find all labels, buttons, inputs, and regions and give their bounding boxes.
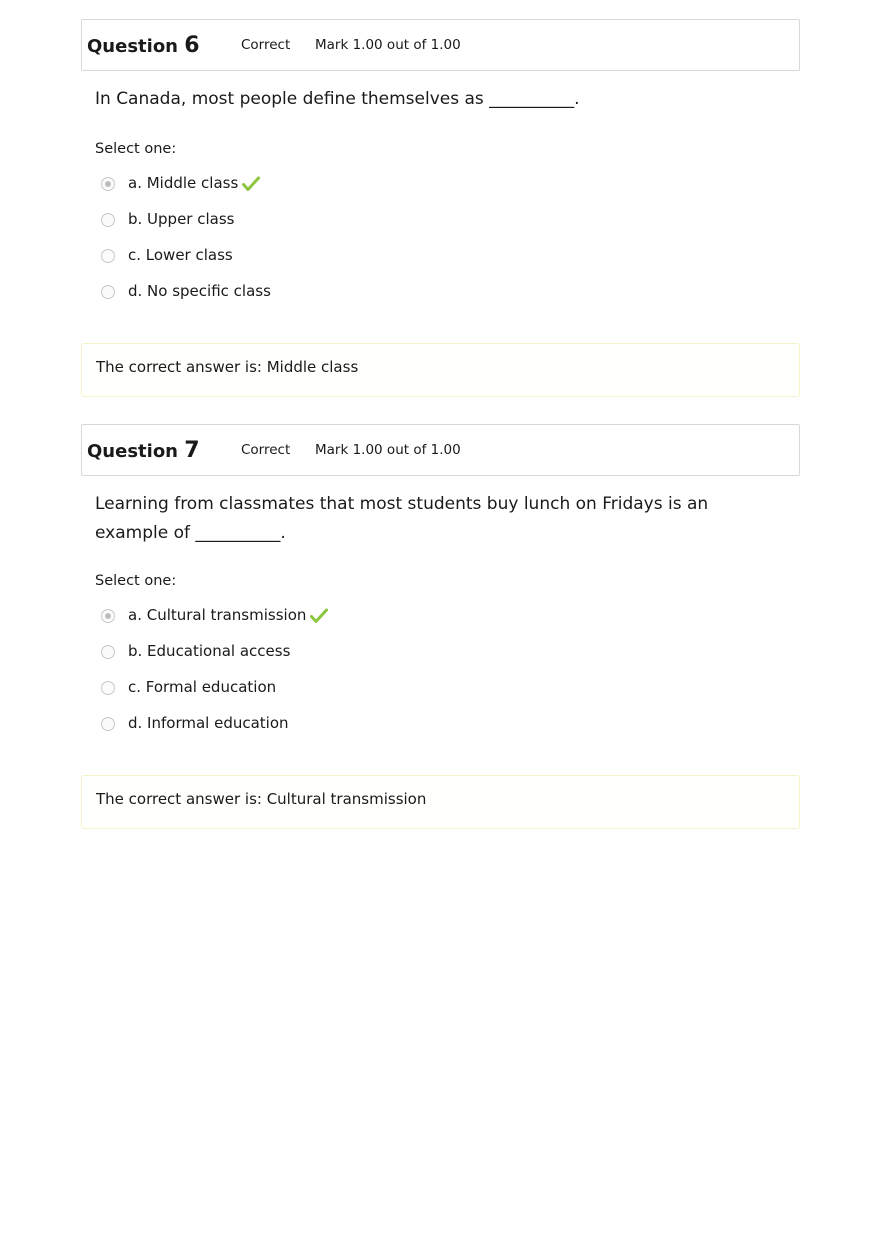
radio-button[interactable] [101,717,115,731]
radio-button[interactable] [101,249,115,263]
answer-option-label: d. No specific class [128,282,271,300]
correct-answer-text: The correct answer is: Cultural transmission [96,790,427,808]
question-header [81,19,800,71]
question-7 [81,424,800,808]
answer-option-d[interactable] [101,273,271,309]
answer-option-label: c. Formal education [128,678,277,696]
answer-option-c[interactable] [101,237,271,273]
answer-option-d[interactable] [101,705,328,741]
question-label: Question [87,35,178,57]
check-icon [310,608,328,624]
question-mark: Mark 1.00 out of 1.00 [315,37,461,53]
question-text: In Canada, most people define themselves as __________. [95,89,580,109]
radio-button[interactable] [101,681,115,695]
select-one-label: Select one: [95,141,177,157]
question-number: 7 [184,437,200,463]
select-one-label: Select one: [95,573,177,589]
question-status: Correct [241,37,291,53]
feedback-box [81,775,800,829]
answer-option-label: a. Middle class [128,174,239,192]
radio-button[interactable] [101,285,115,299]
question-title [87,438,241,463]
feedback-box [81,343,800,397]
answer-option-label: d. Informal education [128,714,289,732]
question-status: Correct [241,442,291,458]
question-mark: Mark 1.00 out of 1.00 [315,442,461,458]
answer-option-a[interactable] [101,165,271,201]
answer-option-b[interactable] [101,633,328,669]
question-header [81,424,800,476]
question-text: Learning from classmates that most students buy lunch on Fridays is an example of __________. [95,494,709,543]
answer-option-label: b. Educational access [128,642,291,660]
correct-answer-text: The correct answer is: Middle class [96,358,359,376]
answer-option-label: c. Lower class [128,246,233,264]
radio-button[interactable] [101,645,115,659]
question-title [87,33,241,58]
question-label: Question [87,440,178,462]
radio-button[interactable] [101,213,115,227]
check-icon [242,176,260,192]
radio-button[interactable] [101,177,115,191]
answer-options [101,165,271,309]
answer-option-a[interactable] [101,597,328,633]
answer-options [101,597,328,741]
answer-option-c[interactable] [101,669,328,705]
answer-option-label: a. Cultural transmission [128,606,307,624]
answer-option-label: b. Upper class [128,210,235,228]
question-6 [81,19,800,376]
answer-option-b[interactable] [101,201,271,237]
radio-button[interactable] [101,609,115,623]
question-number: 6 [184,32,200,58]
